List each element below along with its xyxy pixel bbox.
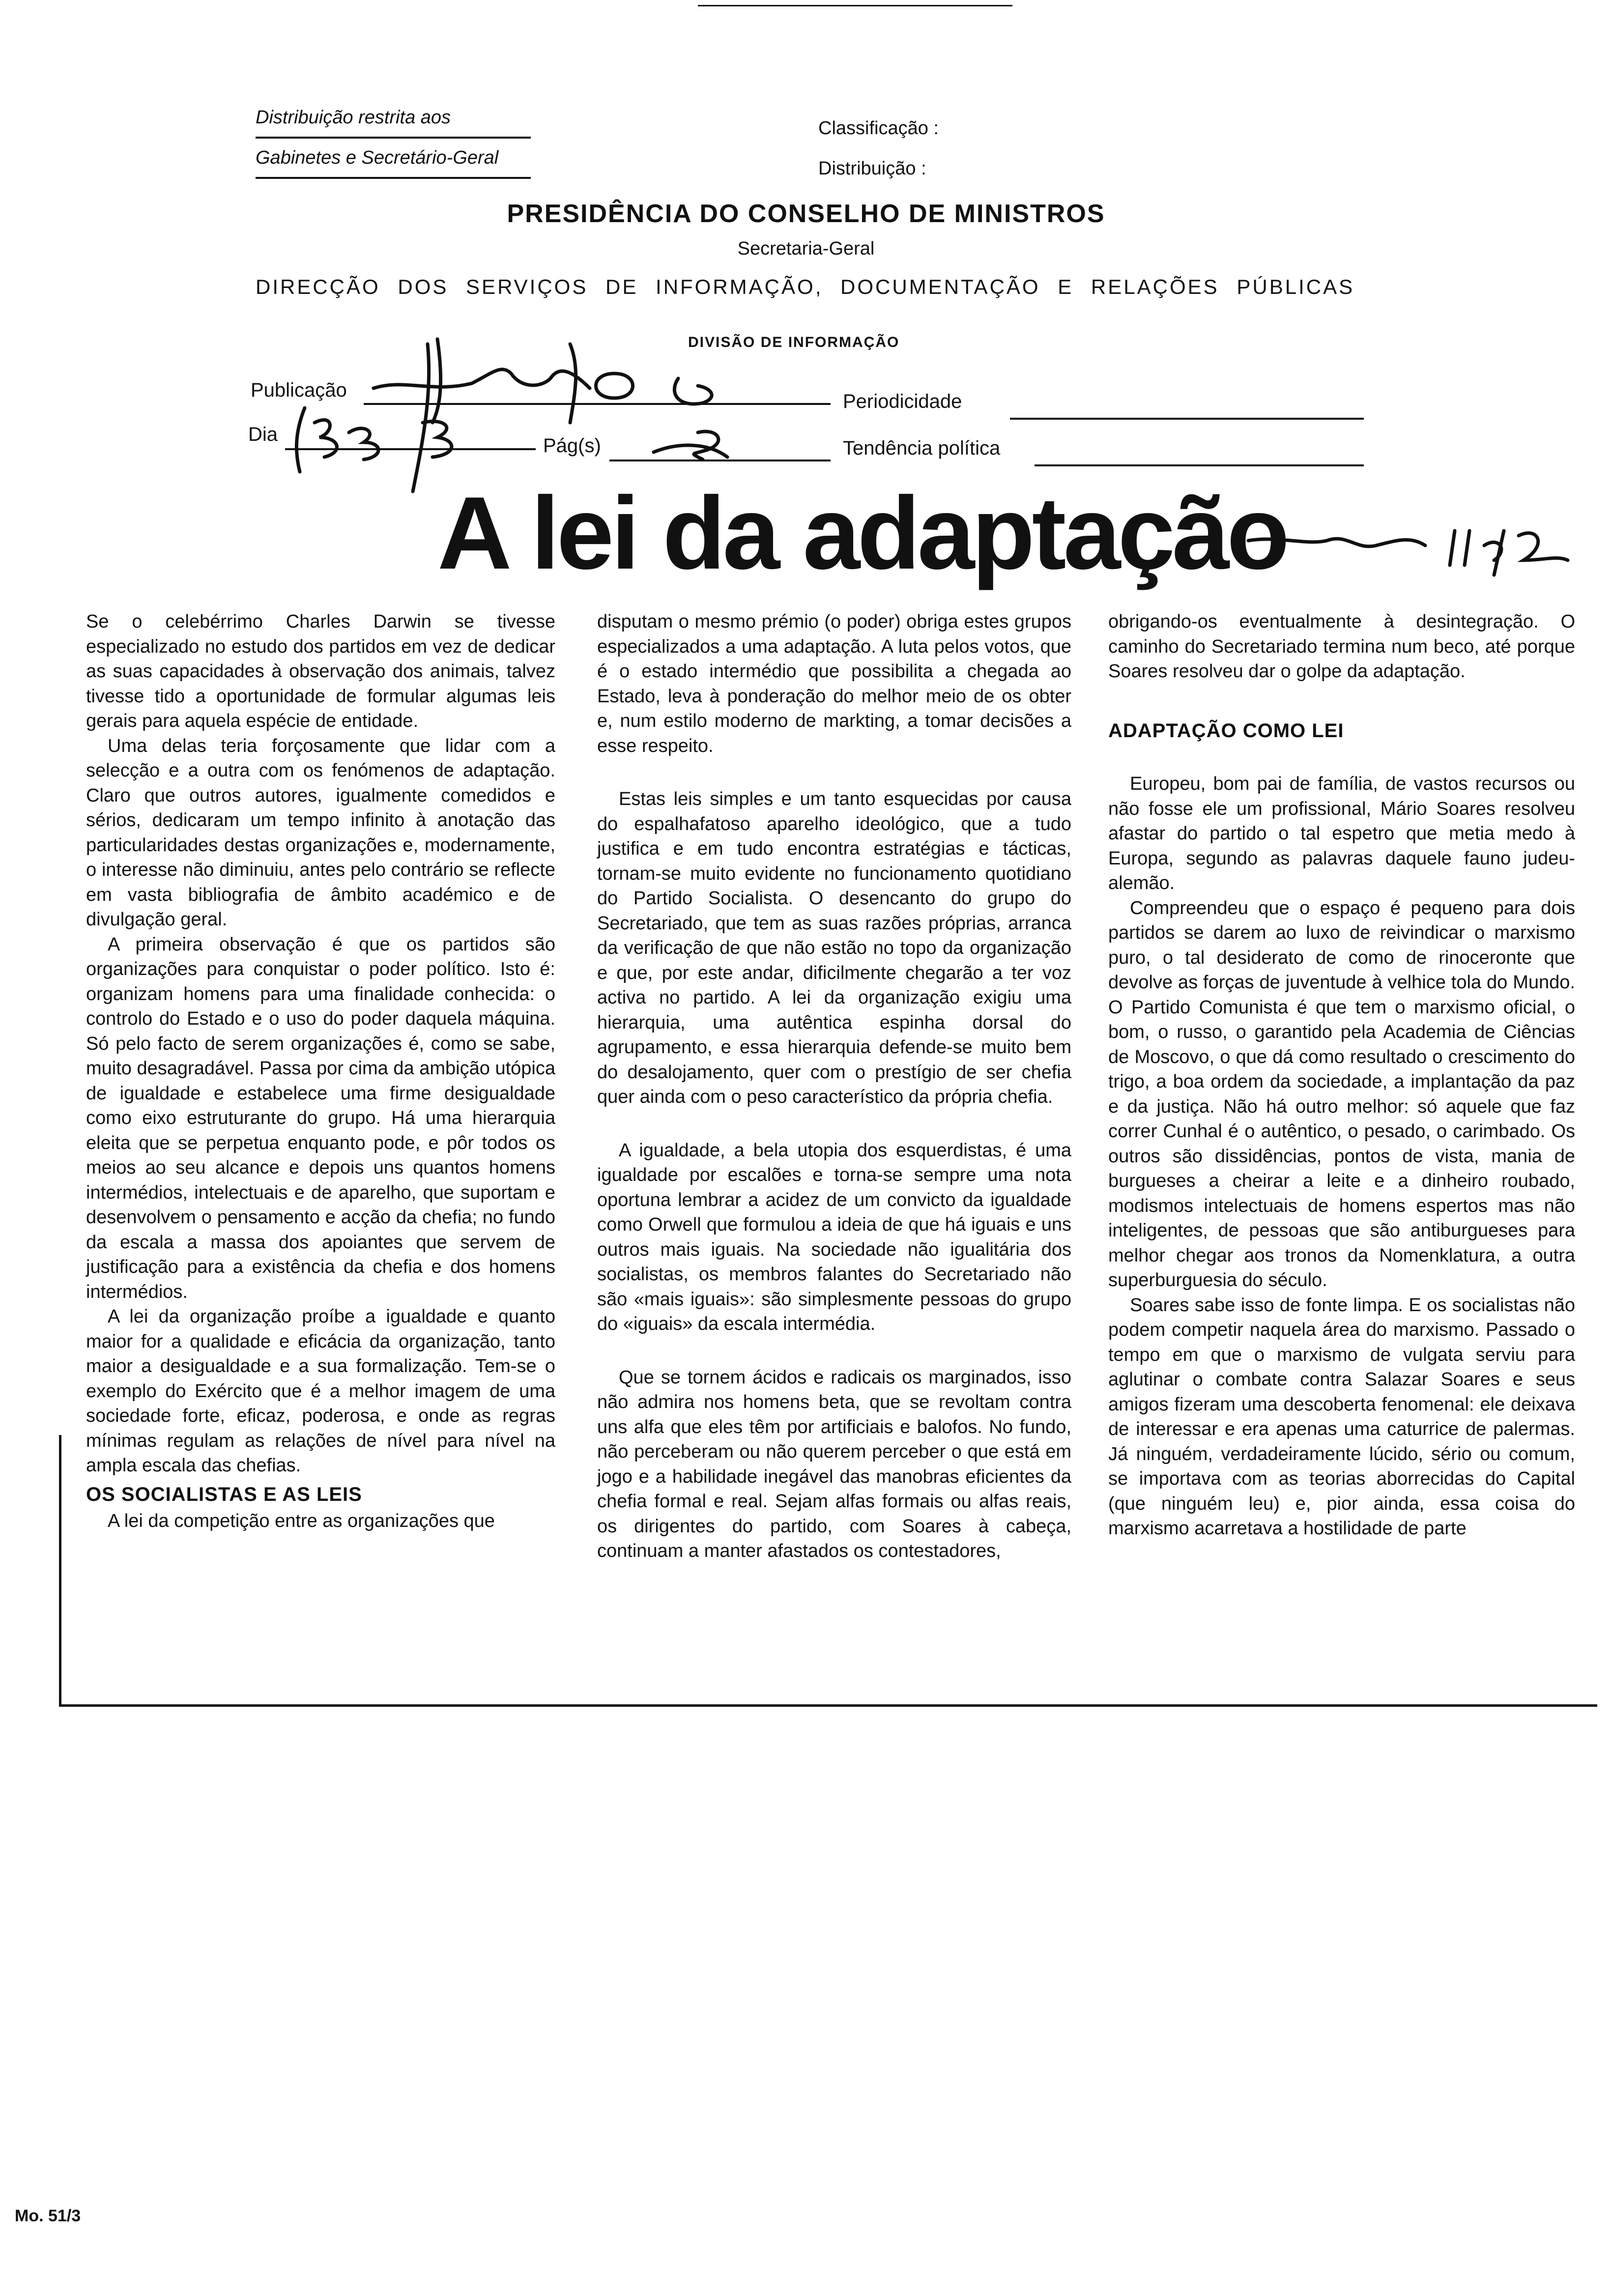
form-code: Mo. 51/3 bbox=[15, 2207, 81, 2225]
political-tendency-label: Tendência política bbox=[843, 437, 1001, 459]
article-column-1 bbox=[86, 609, 555, 1534]
article-column-3 bbox=[1108, 609, 1575, 1541]
col1-paragraph-4: A lei da organização proíbe a igualdade e quanto maior for a qualidade e eficácia da organização, tanto maior a desigualdade e a sua formalização. Tem-se o exemplo do Exército que é a melhor imagem de uma sociedade forte, eficaz, poderosa, e onde as regras mínimas regulam as relações de nível para nível na ampla escala das chefias. bbox=[86, 1306, 555, 1476]
col1-paragraph-3: A primeira observação é que os partidos são organizações para conquistar o poder político. Isto é: organizam homens para uma finalidade conhecida: o controlo do Estado e o uso do poder daquela máquina. Só pelo facto de serem organizações é, como se sabe, muito desagradável. Passa por cima da ambição utópica de igualdade e estabelece uma firme desigualdade como eixo estruturante do grupo. Há uma hierarquia eleita que se perpetua enquanto pode, e pôr todos os meios ao seu alcance e depois uns quantos homens intermédios, intelectuais e de aparelho, que suportam e desenvolvem o pensamento e acção da chefia; no fundo da escala a massa dos apoiantes que servem de justificação para a existência da chefia e dos homens intermédios. bbox=[86, 934, 555, 1302]
col2-paragraph-1: disputam o mesmo prémio (o poder) obriga estes grupos especializados a uma adaptação. A luta pelos votos, que é o estado intermédio que possibilita a chegada ao Estado, leva à ponderação do melhor meio de os obter e, num estilo moderno de markting, a tomar decisões a esse respeito. bbox=[597, 611, 1071, 756]
org-title: PRESIDÊNCIA DO CONSELHO DE MINISTROS bbox=[507, 200, 1105, 228]
distribution-label: Distribuição : bbox=[818, 158, 926, 179]
col2-paragraph-2: Estas leis simples e um tanto esquecidas por causa do espalhafatoso aparelho ideológico, que a tudo justifica e em tudo encontra estratégias e tácticas, tornam-se muito evidente no funcionamento quotidiano do Partido Socialista. O desencanto do grupo do Secretariado, que tem as suas razões próprias, arranca da verificação de que não estão no topo da organização e que, por este andar, dificilmente chegarão a ter voz activa no partido. A lei da organização exigiu uma hierarquia, uma autêntica espinha dorsal do agrupamento, e essa hierarquia defende-se muito bem do desalojamento, quer com o prestígio de ser chefia quer ainda com o peso característico da própria chefia. bbox=[597, 789, 1071, 1107]
col3-paragraph-4: Soares sabe isso de fonte limpa. E os socialistas não podem competir naquela área do marxismo. Passado o tempo em que o marxismo de vulgata serviu para aglutinar o combate contra Salazar Soares e seus amigos fizeram uma descoberta fenomenal: ele deixava de interessar e era apenas uma caturrice de palermas. Já ninguém, verdadeiramente lúcido, sério ou comum, se importava com as teorias aborrecidas do Capital (que ninguém leu) e, pior ainda, essa coisa do marxismo acarretava a hostilidade de parte bbox=[1108, 1294, 1575, 1539]
col2-paragraph-4: Que se tornem ácidos e radicais os marginados, isso não admira nos homens beta, que se revoltam contra uns alfa que eles têm por artificiais e balofos. No fundo, não perceberam ou não querem perceber o que está em jogo e a habilidade inegável das manobras eficientes da chefia formal e real. Sejam alfas formais ou alfas reais, os dirigentes do partido, com Soares à cabeça, continuam a manter afastados os contestadores, bbox=[597, 1367, 1071, 1561]
restricted-line-2: Gabinetes e Secretário-Geral bbox=[256, 139, 531, 179]
col1-paragraph-1: Se o celebérrimo Charles Darwin se tivesse especializado no estudo dos partidos em vez de dedicar as suas capacidades à observação dos animais, talvez tivesse tido a oportunidade de formular algumas leis gerais para aquela espécie de entidade. bbox=[86, 611, 555, 731]
col3-paragraph-3: Compreendeu que o espaço é pequeno para dois partidos se darem ao luxo de reivindicar o marxismo puro, o tal desiderato de como de rinoceronte que devolve as forças de juventude à velhice tola do Mundo. O Partido Comunista é que tem o marxismo oficial, o bom, o russo, o garantido pela Academia de Ciências de Moscovo, o que dá como resultado o crescimento do trigo, a boa ordem da sociedade, a implantação da paz e da justiça. Não há outro melhor: só aquele que faz correr Cunhal é o autêntico, o pesado, o carimbado. Os outros são dissidências, pontos de vista, mania de burgueses a cheirar a leite e a dinheiro roubado, modismos intelectuais de homens espertos mas não inteligentes, de pessoas que são antiburgueses para melhor chegar aos tronos da Nomenklatura, a outra superburguesia do século. bbox=[1108, 897, 1575, 1291]
article-bottom-rule bbox=[59, 1704, 1597, 1707]
col2-paragraph-3: A igualdade, a bela utopia dos esquerdistas, é uma igualdade por escalões e torna-se sempre uma nota oportuna lembrar a acidez de um convicto da igualdade como Orwell que formulou a ideia de que há iguais e uns outros mais iguais. Na sociedade não igualitária dos socialistas, os membros falantes do Secretariado não são «mais iguais»: são simplesmente pessoas do grupo do «iguais» da escala intermédia. bbox=[597, 1140, 1071, 1334]
article-left-bracket bbox=[59, 1435, 61, 1705]
restricted-line-1: Distribuição restrita aos bbox=[256, 98, 531, 139]
col1-subheading: OS SOCIALISTAS E AS LEIS bbox=[86, 1483, 362, 1505]
day-label: Dia bbox=[248, 424, 278, 445]
periodicity-label: Periodicidade bbox=[843, 391, 962, 412]
directorate: DIRECÇÃO DOS SERVIÇOS DE INFORMAÇÃO, DOCUMENTAÇÃO E RELAÇÕES PÚBLICAS bbox=[256, 275, 1355, 298]
publication-label: Publicação bbox=[251, 379, 347, 401]
article-column-2 bbox=[597, 609, 1071, 1564]
article-headline: A lei da adaptação bbox=[437, 475, 1287, 591]
classification-label: Classificação : bbox=[818, 118, 939, 139]
page-label: Pág(s) bbox=[543, 435, 601, 457]
col3-paragraph-2: Europeu, bom pai de família, de vastos recursos ou não fosse ele um profissional, Mário Soares resolveu afastar do partido o tal espetro que metia medo à Europa, segundo as palavras daquele fauno judeu-alemão. bbox=[1108, 774, 1575, 893]
division: DIVISÃO DE INFORMAÇÃO bbox=[688, 334, 900, 350]
col3-paragraph-1: obrigando-os eventualmente à desintegração. O caminho do Secretariado termina num beco, até porque Soares resolveu dar o golpe da adaptação. bbox=[1108, 611, 1575, 682]
org-subtitle: Secretaria-Geral bbox=[737, 238, 875, 259]
col3-subheading: ADAPTAÇÃO COMO LEI bbox=[1108, 719, 1344, 742]
col1-last-line: A lei da competição entre as organizações que bbox=[108, 1511, 495, 1531]
col1-paragraph-2: Uma delas teria forçosamente que lidar com a selecção e a outra com os fenómenos de adaptação. Claro que outros autores, igualmente comedidos e sérios, dedicaram um tempo infinito à anotação das particularidades destas organizações e, modernamente, o interesse não diminuiu, antes pelo contrário se reflecte em vasta bibliografia de âmbito académico e de divulgação geral. bbox=[86, 735, 555, 930]
